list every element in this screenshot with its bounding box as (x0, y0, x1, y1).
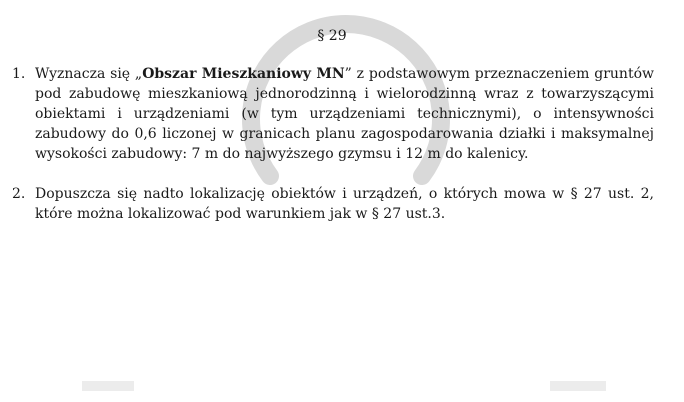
list-item-text-start: Wyznacza się „ (35, 66, 143, 82)
section-header: § 29 (317, 28, 347, 44)
list-item-text (35, 64, 654, 164)
footer-mark-left (82, 381, 134, 391)
list-item-number: 1. (12, 66, 26, 82)
footer-mark-right (550, 381, 606, 391)
list-item-number: 2. (12, 186, 26, 202)
list-item-text-rest: ” z podstawowym przeznaczeniem gruntów pod zabudowę mieszkaniową jednorodzinną i wielorodzinną wraz z towarzyszącymi obiektami i urządzeniami (w tym urządzeniami technicznymi), o intensywności zabudowy do 0,6 liczonej w granicach planu zagospodarowania działki i maksymalnej wysokości zabudowy: 7 m do najwyższego gzymsu i 12 m do kalenicy. (35, 66, 654, 162)
list-item (12, 64, 654, 164)
paragraph-list (12, 64, 654, 224)
zone-name: Obszar Mieszkaniowy MN (142, 66, 345, 82)
list-item-text: Dopuszcza się nadto lokalizację obiektów i urządzeń, o których mowa w § 27 ust. 2, które można lokalizować pod warunkiem jak w § 27 ust.3. (35, 186, 654, 222)
list-item (12, 184, 654, 224)
